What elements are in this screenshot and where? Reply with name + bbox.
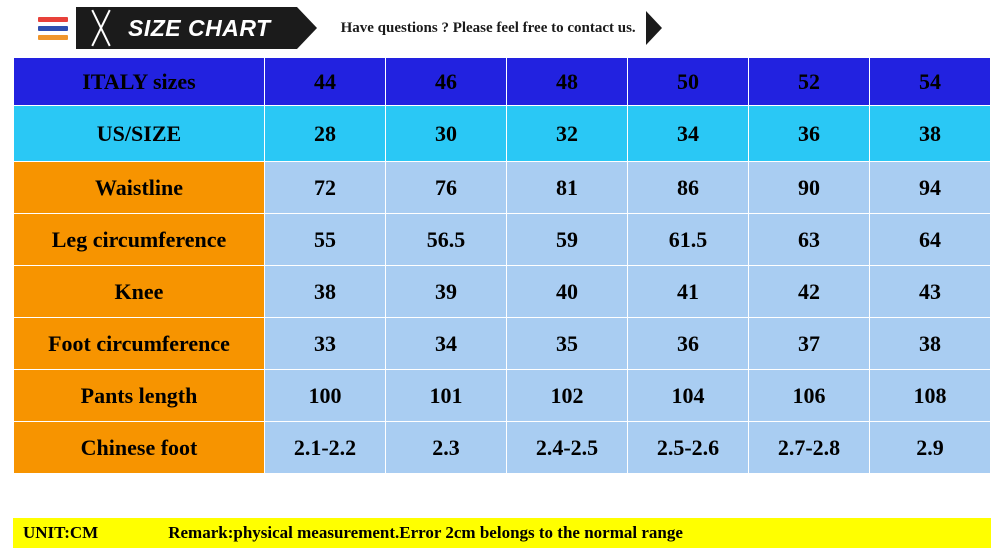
- page-title: SIZE CHART: [128, 14, 271, 41]
- cell: 38: [870, 318, 991, 370]
- cell: 2.5-2.6: [628, 422, 749, 474]
- cell: 102: [507, 370, 628, 422]
- hamburger-bar-1: [38, 17, 68, 22]
- cell: 64: [870, 214, 991, 266]
- cell: 2.9: [870, 422, 991, 474]
- cell: 50: [628, 58, 749, 106]
- cell: 90: [749, 162, 870, 214]
- hamburger-bar-2: [38, 26, 68, 31]
- cell: 38: [870, 106, 991, 162]
- table-row: [14, 318, 991, 370]
- header: [0, 0, 1004, 56]
- cell: 30: [386, 106, 507, 162]
- cell: 28: [265, 106, 386, 162]
- row-label: Knee: [14, 266, 265, 318]
- cell: 2.1-2.2: [265, 422, 386, 474]
- cell: 46: [386, 58, 507, 106]
- cell: 72: [265, 162, 386, 214]
- contact-text: Have questions ? Please feel free to contact us.: [340, 19, 636, 36]
- cell: 38: [265, 266, 386, 318]
- cell: 100: [265, 370, 386, 422]
- cell: 32: [507, 106, 628, 162]
- hamburger-bar-3: [38, 35, 68, 40]
- cell: 42: [749, 266, 870, 318]
- cell: 2.7-2.8: [749, 422, 870, 474]
- table-row: [14, 162, 991, 214]
- size-table: [13, 57, 991, 474]
- cell: 39: [386, 266, 507, 318]
- contact-banner: [341, 11, 646, 45]
- row-label: Leg circumference: [14, 214, 265, 266]
- footer-note: [13, 518, 991, 548]
- cell: 81: [507, 162, 628, 214]
- title-banner: [76, 7, 297, 49]
- cell: 86: [628, 162, 749, 214]
- cell: 36: [749, 106, 870, 162]
- table-row: [14, 106, 991, 162]
- cell: 54: [870, 58, 991, 106]
- cell: 41: [628, 266, 749, 318]
- cell: 37: [749, 318, 870, 370]
- hamburger-icon[interactable]: [38, 17, 68, 40]
- cell: 44: [265, 58, 386, 106]
- row-label: Chinese foot: [14, 422, 265, 474]
- cell: 33: [265, 318, 386, 370]
- cell: 36: [628, 318, 749, 370]
- cell: 59: [507, 214, 628, 266]
- table-row: [14, 266, 991, 318]
- cell: 101: [386, 370, 507, 422]
- cell: 34: [628, 106, 749, 162]
- cell: 76: [386, 162, 507, 214]
- cell: 48: [507, 58, 628, 106]
- cell: 63: [749, 214, 870, 266]
- cell: 34: [386, 318, 507, 370]
- table-row: [14, 58, 991, 106]
- row-label: US/SIZE: [14, 106, 265, 162]
- table-row: [14, 370, 991, 422]
- cell: 106: [749, 370, 870, 422]
- cell: 2.4-2.5: [507, 422, 628, 474]
- row-label: Waistline: [14, 162, 265, 214]
- cell: 108: [870, 370, 991, 422]
- remark-label: Remark:physical measurement.Error 2cm belongs to the normal range: [168, 523, 683, 542]
- cell: 61.5: [628, 214, 749, 266]
- size-table-wrapper: [13, 57, 991, 474]
- row-label: Pants length: [14, 370, 265, 422]
- cell: 52: [749, 58, 870, 106]
- cell: 43: [870, 266, 991, 318]
- table-row: [14, 214, 991, 266]
- cell: 55: [265, 214, 386, 266]
- cell: 94: [870, 162, 991, 214]
- cell: 2.3: [386, 422, 507, 474]
- x-logo-icon: [84, 8, 118, 48]
- cell: 40: [507, 266, 628, 318]
- row-label: ITALY sizes: [14, 58, 265, 106]
- row-label: Foot circumference: [14, 318, 265, 370]
- table-row: [14, 422, 991, 474]
- unit-label: UNIT:CM: [23, 523, 99, 542]
- cell: 104: [628, 370, 749, 422]
- cell: 35: [507, 318, 628, 370]
- cell: 56.5: [386, 214, 507, 266]
